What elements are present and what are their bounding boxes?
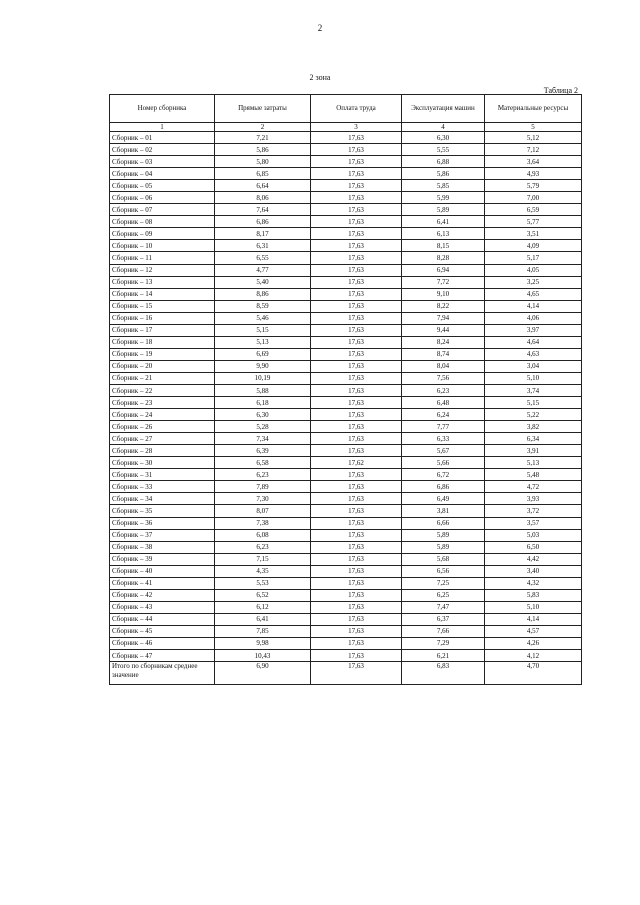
table-row — [110, 565, 582, 577]
collection-name-cell: Сборник – 20 — [110, 360, 215, 372]
value-cell: 7,77 — [402, 421, 485, 433]
value-cell: 7,89 — [215, 481, 311, 493]
value-cell: 7,34 — [215, 433, 311, 445]
collection-name-cell: Сборник – 11 — [110, 252, 215, 264]
value-cell: 4,42 — [485, 553, 582, 565]
value-cell: 7,30 — [215, 493, 311, 505]
value-cell: 17,63 — [311, 276, 402, 288]
collection-name-cell: Сборник – 07 — [110, 204, 215, 216]
value-cell: 6,69 — [215, 348, 311, 360]
value-cell: 7,66 — [402, 625, 485, 637]
table-row — [110, 397, 582, 409]
value-cell: 8,22 — [402, 300, 485, 312]
collection-name-cell: Сборник – 18 — [110, 336, 215, 348]
value-cell: 17,63 — [311, 264, 402, 276]
value-cell: 5,10 — [485, 601, 582, 613]
value-cell: 5,55 — [402, 144, 485, 156]
value-cell: 7,64 — [215, 204, 311, 216]
value-cell: 17,63 — [311, 577, 402, 589]
total-value: 6,90 — [215, 662, 311, 685]
value-cell: 17,62 — [311, 457, 402, 469]
value-cell: 4,14 — [485, 300, 582, 312]
value-cell: 9,44 — [402, 324, 485, 336]
value-cell: 5,48 — [485, 469, 582, 481]
table-row — [110, 300, 582, 312]
value-cell: 17,63 — [311, 529, 402, 541]
column-number: 4 — [402, 123, 485, 132]
table-row — [110, 384, 582, 396]
value-cell: 5,17 — [485, 252, 582, 264]
column-number: 1 — [110, 123, 215, 132]
value-cell: 17,63 — [311, 156, 402, 168]
table-row — [110, 216, 582, 228]
value-cell: 5,13 — [485, 457, 582, 469]
value-cell: 17,63 — [311, 288, 402, 300]
value-cell: 17,63 — [311, 421, 402, 433]
value-cell: 6,08 — [215, 529, 311, 541]
value-cell: 17,63 — [311, 300, 402, 312]
value-cell: 17,63 — [311, 637, 402, 649]
value-cell: 3,93 — [485, 493, 582, 505]
value-cell: 10,19 — [215, 372, 311, 384]
value-cell: 5,88 — [215, 384, 311, 396]
value-cell: 4,72 — [485, 481, 582, 493]
table-row — [110, 589, 582, 601]
value-cell: 8,28 — [402, 252, 485, 264]
value-cell: 4,12 — [485, 650, 582, 662]
value-cell: 6,48 — [402, 397, 485, 409]
table-row — [110, 493, 582, 505]
collection-name-cell: Сборник – 45 — [110, 625, 215, 637]
value-cell: 6,66 — [402, 517, 485, 529]
table-row — [110, 240, 582, 252]
collection-name-cell: Сборник – 12 — [110, 264, 215, 276]
total-label: Итого по сборникам среднее значение — [110, 662, 215, 685]
table-row — [110, 577, 582, 589]
value-cell: 17,63 — [311, 469, 402, 481]
table-row — [110, 288, 582, 300]
table-row — [110, 144, 582, 156]
collection-name-cell: Сборник – 46 — [110, 637, 215, 649]
collection-name-cell: Сборник – 14 — [110, 288, 215, 300]
value-cell: 17,63 — [311, 541, 402, 553]
value-cell: 17,63 — [311, 505, 402, 517]
collection-name-cell: Сборник – 10 — [110, 240, 215, 252]
value-cell: 17,63 — [311, 481, 402, 493]
value-cell: 3,81 — [402, 505, 485, 517]
table-row — [110, 529, 582, 541]
value-cell: 3,57 — [485, 517, 582, 529]
table-header-row — [110, 95, 582, 123]
table-row — [110, 409, 582, 421]
value-cell: 6,18 — [215, 397, 311, 409]
value-cell: 4,77 — [215, 264, 311, 276]
value-cell: 9,90 — [215, 360, 311, 372]
value-cell: 6,41 — [402, 216, 485, 228]
value-cell: 6,72 — [402, 469, 485, 481]
value-cell: 5,86 — [402, 168, 485, 180]
table-row — [110, 637, 582, 649]
value-cell: 3,82 — [485, 421, 582, 433]
total-value: 17,63 — [311, 662, 402, 685]
table-row — [110, 168, 582, 180]
collection-name-cell: Сборник – 28 — [110, 445, 215, 457]
value-cell: 4,93 — [485, 168, 582, 180]
value-cell: 6,41 — [215, 613, 311, 625]
value-cell: 17,63 — [311, 192, 402, 204]
value-cell: 6,94 — [402, 264, 485, 276]
collection-name-cell: Сборник – 35 — [110, 505, 215, 517]
value-cell: 17,63 — [311, 553, 402, 565]
column-number: 3 — [311, 123, 402, 132]
value-cell: 5,66 — [402, 457, 485, 469]
value-cell: 4,35 — [215, 565, 311, 577]
value-cell: 17,63 — [311, 312, 402, 324]
value-cell: 4,32 — [485, 577, 582, 589]
collection-name-cell: Сборник – 05 — [110, 180, 215, 192]
table-row — [110, 360, 582, 372]
value-cell: 4,64 — [485, 336, 582, 348]
collection-name-cell: Сборник – 34 — [110, 493, 215, 505]
value-cell: 3,51 — [485, 228, 582, 240]
value-cell: 5,77 — [485, 216, 582, 228]
collection-name-cell: Сборник – 17 — [110, 324, 215, 336]
collection-name-cell: Сборник – 01 — [110, 132, 215, 144]
column-number-row — [110, 123, 582, 132]
collection-name-cell: Сборник – 04 — [110, 168, 215, 180]
collection-name-cell: Сборник – 23 — [110, 397, 215, 409]
value-cell: 6,21 — [402, 650, 485, 662]
value-cell: 6,39 — [215, 445, 311, 457]
value-cell: 6,56 — [402, 565, 485, 577]
collection-name-cell: Сборник – 30 — [110, 457, 215, 469]
table-row — [110, 481, 582, 493]
value-cell: 17,63 — [311, 216, 402, 228]
value-cell: 5,10 — [485, 372, 582, 384]
collection-name-cell: Сборник – 06 — [110, 192, 215, 204]
value-cell: 5,13 — [215, 336, 311, 348]
table-row — [110, 613, 582, 625]
collection-name-cell: Сборник – 36 — [110, 517, 215, 529]
collection-name-cell: Сборник – 26 — [110, 421, 215, 433]
page-number: 2 — [317, 23, 323, 33]
value-cell: 6,30 — [215, 409, 311, 421]
value-cell: 6,33 — [402, 433, 485, 445]
table-row — [110, 469, 582, 481]
value-cell: 6,37 — [402, 613, 485, 625]
value-cell: 6,64 — [215, 180, 311, 192]
table-row — [110, 252, 582, 264]
value-cell: 5,15 — [215, 324, 311, 336]
value-cell: 6,85 — [215, 168, 311, 180]
value-cell: 6,31 — [215, 240, 311, 252]
value-cell: 17,63 — [311, 372, 402, 384]
value-cell: 17,63 — [311, 180, 402, 192]
value-cell: 6,23 — [215, 541, 311, 553]
value-cell: 3,25 — [485, 276, 582, 288]
value-cell: 17,63 — [311, 240, 402, 252]
value-cell: 5,40 — [215, 276, 311, 288]
table-row — [110, 132, 582, 144]
collection-name-cell: Сборник – 33 — [110, 481, 215, 493]
value-cell: 3,64 — [485, 156, 582, 168]
value-cell: 17,63 — [311, 589, 402, 601]
value-cell: 5,89 — [402, 529, 485, 541]
collection-name-cell: Сборник – 42 — [110, 589, 215, 601]
value-cell: 4,26 — [485, 637, 582, 649]
value-cell: 5,86 — [215, 144, 311, 156]
value-cell: 7,15 — [215, 553, 311, 565]
collection-name-cell: Сборник – 22 — [110, 384, 215, 396]
value-cell: 5,89 — [402, 541, 485, 553]
value-cell: 9,98 — [215, 637, 311, 649]
value-cell: 17,63 — [311, 625, 402, 637]
collection-name-cell: Сборник – 27 — [110, 433, 215, 445]
table-row — [110, 348, 582, 360]
value-cell: 6,30 — [402, 132, 485, 144]
value-cell: 6,25 — [402, 589, 485, 601]
value-cell: 4,14 — [485, 613, 582, 625]
table-row — [110, 445, 582, 457]
value-cell: 3,40 — [485, 565, 582, 577]
value-cell: 17,63 — [311, 336, 402, 348]
collection-name-cell: Сборник – 16 — [110, 312, 215, 324]
table-row — [110, 264, 582, 276]
value-cell: 4,65 — [485, 288, 582, 300]
value-cell: 5,99 — [402, 192, 485, 204]
collection-name-cell: Сборник – 43 — [110, 601, 215, 613]
value-cell: 4,09 — [485, 240, 582, 252]
value-cell: 7,72 — [402, 276, 485, 288]
table-row — [110, 372, 582, 384]
value-cell: 4,63 — [485, 348, 582, 360]
value-cell: 8,17 — [215, 228, 311, 240]
value-cell: 8,15 — [402, 240, 485, 252]
table-row — [110, 433, 582, 445]
collection-name-cell: Сборник – 39 — [110, 553, 215, 565]
total-row — [110, 662, 582, 685]
value-cell: 7,38 — [215, 517, 311, 529]
value-cell: 8,07 — [215, 505, 311, 517]
value-cell: 5,22 — [485, 409, 582, 421]
collection-name-cell: Сборник – 15 — [110, 300, 215, 312]
column-number: 5 — [485, 123, 582, 132]
value-cell: 3,91 — [485, 445, 582, 457]
table-row — [110, 276, 582, 288]
table-row — [110, 625, 582, 637]
table-row — [110, 541, 582, 553]
value-cell: 17,63 — [311, 445, 402, 457]
value-cell: 7,85 — [215, 625, 311, 637]
value-cell: 8,06 — [215, 192, 311, 204]
column-header: Номер сборника — [110, 95, 215, 123]
collection-name-cell: Сборник – 31 — [110, 469, 215, 481]
table-row — [110, 517, 582, 529]
total-value: 6,83 — [402, 662, 485, 685]
table-row — [110, 228, 582, 240]
value-cell: 17,63 — [311, 348, 402, 360]
value-cell: 7,47 — [402, 601, 485, 613]
value-cell: 7,21 — [215, 132, 311, 144]
value-cell: 17,63 — [311, 228, 402, 240]
value-cell: 5,83 — [485, 589, 582, 601]
value-cell: 5,79 — [485, 180, 582, 192]
value-cell: 17,63 — [311, 517, 402, 529]
value-cell: 3,04 — [485, 360, 582, 372]
value-cell: 8,59 — [215, 300, 311, 312]
value-cell: 6,23 — [215, 469, 311, 481]
value-cell: 5,85 — [402, 180, 485, 192]
value-cell: 6,86 — [402, 481, 485, 493]
column-header: Эксплуатация машин — [402, 95, 485, 123]
value-cell: 17,63 — [311, 144, 402, 156]
collection-name-cell: Сборник – 19 — [110, 348, 215, 360]
table-row — [110, 457, 582, 469]
zone-title: 2 зона — [309, 73, 331, 82]
table-row — [110, 324, 582, 336]
collection-name-cell: Сборник – 02 — [110, 144, 215, 156]
value-cell: 8,74 — [402, 348, 485, 360]
value-cell: 6,52 — [215, 589, 311, 601]
value-cell: 6,49 — [402, 493, 485, 505]
value-cell: 6,50 — [485, 541, 582, 553]
value-cell: 6,23 — [402, 384, 485, 396]
column-number: 2 — [215, 123, 311, 132]
value-cell: 5,67 — [402, 445, 485, 457]
data-table — [109, 94, 582, 685]
value-cell: 17,63 — [311, 168, 402, 180]
value-cell: 17,63 — [311, 601, 402, 613]
value-cell: 6,86 — [215, 216, 311, 228]
table-row — [110, 180, 582, 192]
table-row — [110, 650, 582, 662]
collection-name-cell: Сборник – 24 — [110, 409, 215, 421]
value-cell: 9,10 — [402, 288, 485, 300]
value-cell: 6,55 — [215, 252, 311, 264]
value-cell: 4,57 — [485, 625, 582, 637]
value-cell: 6,59 — [485, 204, 582, 216]
collection-name-cell: Сборник – 38 — [110, 541, 215, 553]
collection-name-cell: Сборник – 41 — [110, 577, 215, 589]
collection-name-cell: Сборник – 08 — [110, 216, 215, 228]
value-cell: 7,29 — [402, 637, 485, 649]
value-cell: 8,04 — [402, 360, 485, 372]
value-cell: 6,58 — [215, 457, 311, 469]
collection-name-cell: Сборник – 13 — [110, 276, 215, 288]
collection-name-cell: Сборник – 40 — [110, 565, 215, 577]
collection-name-cell: Сборник – 44 — [110, 613, 215, 625]
value-cell: 5,15 — [485, 397, 582, 409]
table-row — [110, 505, 582, 517]
value-cell: 17,63 — [311, 252, 402, 264]
value-cell: 7,94 — [402, 312, 485, 324]
value-cell: 17,63 — [311, 433, 402, 445]
value-cell: 5,53 — [215, 577, 311, 589]
value-cell: 17,63 — [311, 493, 402, 505]
collection-name-cell: Сборник – 47 — [110, 650, 215, 662]
value-cell: 17,63 — [311, 204, 402, 216]
value-cell: 5,03 — [485, 529, 582, 541]
value-cell: 17,63 — [311, 324, 402, 336]
value-cell: 3,74 — [485, 384, 582, 396]
value-cell: 17,63 — [311, 360, 402, 372]
table-row — [110, 601, 582, 613]
value-cell: 6,88 — [402, 156, 485, 168]
value-cell: 3,97 — [485, 324, 582, 336]
value-cell: 7,12 — [485, 144, 582, 156]
value-cell: 4,06 — [485, 312, 582, 324]
table-row — [110, 192, 582, 204]
value-cell: 8,24 — [402, 336, 485, 348]
collection-name-cell: Сборник – 03 — [110, 156, 215, 168]
value-cell: 4,05 — [485, 264, 582, 276]
value-cell: 8,86 — [215, 288, 311, 300]
table-row — [110, 336, 582, 348]
collection-name-cell: Сборник – 09 — [110, 228, 215, 240]
table-row — [110, 204, 582, 216]
value-cell: 17,63 — [311, 409, 402, 421]
value-cell: 5,80 — [215, 156, 311, 168]
collection-name-cell: Сборник – 37 — [110, 529, 215, 541]
column-header: Оплата труда — [311, 95, 402, 123]
table-body — [110, 132, 582, 662]
value-cell: 7,56 — [402, 372, 485, 384]
value-cell: 6,13 — [402, 228, 485, 240]
total-value: 4,70 — [485, 662, 582, 685]
table-row — [110, 553, 582, 565]
value-cell: 5,12 — [485, 132, 582, 144]
value-cell: 5,28 — [215, 421, 311, 433]
value-cell: 17,63 — [311, 384, 402, 396]
table-row — [110, 156, 582, 168]
value-cell: 7,25 — [402, 577, 485, 589]
value-cell: 7,00 — [485, 192, 582, 204]
value-cell: 17,63 — [311, 397, 402, 409]
value-cell: 5,68 — [402, 553, 485, 565]
table-row — [110, 312, 582, 324]
column-header: Прямые затраты — [215, 95, 311, 123]
value-cell: 3,72 — [485, 505, 582, 517]
value-cell: 6,12 — [215, 601, 311, 613]
table-row — [110, 421, 582, 433]
value-cell: 17,63 — [311, 565, 402, 577]
value-cell: 5,89 — [402, 204, 485, 216]
collection-name-cell: Сборник – 21 — [110, 372, 215, 384]
value-cell: 6,24 — [402, 409, 485, 421]
value-cell: 17,63 — [311, 132, 402, 144]
value-cell: 5,46 — [215, 312, 311, 324]
value-cell: 17,63 — [311, 613, 402, 625]
table-label: Таблица 2 — [543, 86, 578, 95]
value-cell: 10,43 — [215, 650, 311, 662]
column-header: Материальные ресурсы — [485, 95, 582, 123]
value-cell: 6,34 — [485, 433, 582, 445]
value-cell: 17,63 — [311, 650, 402, 662]
